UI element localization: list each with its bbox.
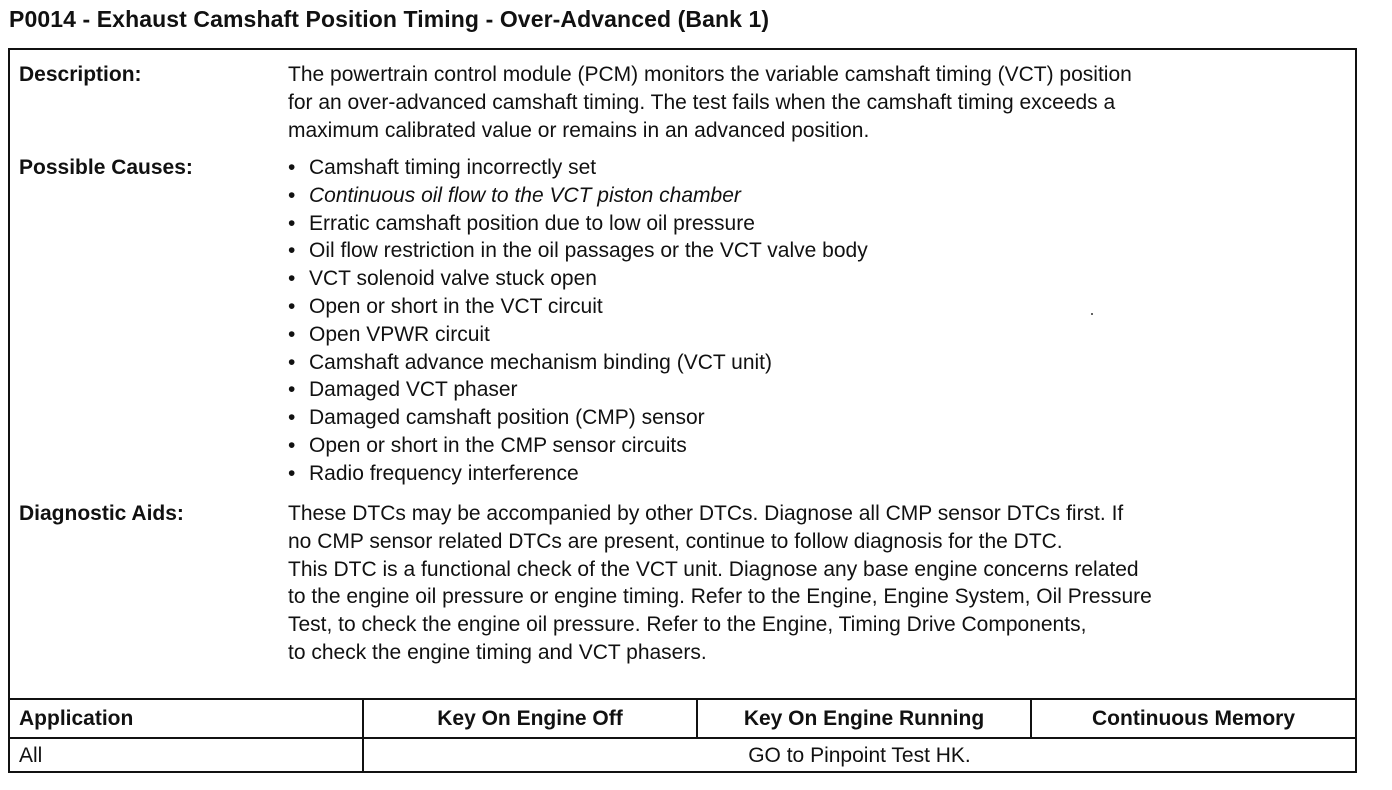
list-item: • VCT solenoid valve stuck open <box>288 265 868 293</box>
possible-causes-label: Possible Causes: <box>19 156 193 179</box>
possible-causes-list <box>288 154 868 488</box>
possible-causes-list-wrap <box>288 154 868 488</box>
bullet-icon: • <box>288 433 296 457</box>
bullet-icon: • <box>288 239 296 263</box>
column-divider <box>696 700 698 737</box>
bullet-icon: • <box>288 461 296 485</box>
page-title: P0014 - Exhaust Camshaft Position Timing - Over-Advanced (Bank 1) <box>9 6 770 32</box>
column-divider <box>1030 700 1032 737</box>
bullet-icon: • <box>288 156 296 179</box>
list-item: • Oil flow restriction in the oil passages or the VCT valve body <box>288 237 868 265</box>
diagnostic-aids-text <box>288 500 1152 667</box>
bullet-icon: • <box>288 322 296 346</box>
diagnostic-aids-label: Diagnostic Aids: <box>19 502 184 525</box>
bullet-icon: • <box>288 183 296 207</box>
description-label: Description: <box>19 63 142 86</box>
description-line: for an over-advanced camshaft timing. The test fails when the camshaft timing exceeds a <box>288 90 1116 114</box>
bullet-icon: • <box>288 267 296 291</box>
bullet-icon: • <box>288 350 296 374</box>
description-text <box>288 61 1132 144</box>
header-key-on-engine-running: Key On Engine Running <box>743 706 985 730</box>
table-header-row <box>10 700 1355 739</box>
column-divider <box>362 739 364 773</box>
list-item: • Camshaft advance mechanism binding (VCT unit) <box>288 349 868 377</box>
header-continuous-memory: Continuous Memory <box>1092 706 1295 730</box>
list-item: • Erratic camshaft position due to low oil pressure <box>288 210 868 238</box>
list-item: • Camshaft timing incorrectly set <box>288 154 868 182</box>
list-item: • Damaged camshaft position (CMP) sensor <box>288 404 868 432</box>
diagnostic-aids-line: to the engine oil pressure or engine timing. Refer to the Engine, Engine System, Oil Pressure <box>288 585 1152 609</box>
diagnostic-aids-line: These DTCs may be accompanied by other DTCs. Diagnose all CMP sensor DTCs first. If <box>288 502 1124 525</box>
bullet-icon: • <box>288 211 296 235</box>
diagnostic-aids-line: no CMP sensor related DTCs are present, continue to follow diagnosis for the DTC. <box>288 529 1063 553</box>
header-application: Application <box>19 706 134 730</box>
dtc-info-box <box>8 48 1357 773</box>
scan-speck <box>1091 313 1093 315</box>
list-item: • Open or short in the CMP sensor circuits <box>288 432 868 460</box>
column-divider <box>362 700 364 737</box>
diagnostic-aids-line: to check the engine timing and VCT phasers. <box>288 640 707 664</box>
bullet-icon: • <box>288 378 296 402</box>
cell-application: All <box>19 744 43 767</box>
description-line: The powertrain control module (PCM) monitors the variable camshaft timing (VCT) position <box>288 63 1132 86</box>
bullet-icon: • <box>288 294 296 318</box>
description-line: maximum calibrated value or remains in an advanced position. <box>288 118 870 142</box>
cell-action: GO to Pinpoint Test HK. <box>748 744 971 767</box>
diagnostic-aids-line: Test, to check the engine oil pressure. Refer to the Engine, Timing Drive Components, <box>288 613 1087 637</box>
list-item: • Damaged VCT phaser <box>288 376 868 404</box>
application-table <box>10 698 1355 773</box>
list-item: • Open VPWR circuit <box>288 321 868 349</box>
diagnostic-aids-line: This DTC is a functional check of the VCT unit. Diagnose any base engine concerns related <box>288 557 1139 581</box>
list-item: • Open or short in the VCT circuit <box>288 293 868 321</box>
header-key-on-engine-off: Key On Engine Off <box>437 706 623 730</box>
list-item: • Radio frequency interference <box>288 460 868 488</box>
table-row <box>10 739 1355 773</box>
bullet-icon: • <box>288 406 296 430</box>
list-item: • Continuous oil flow to the VCT piston chamber <box>288 182 868 210</box>
